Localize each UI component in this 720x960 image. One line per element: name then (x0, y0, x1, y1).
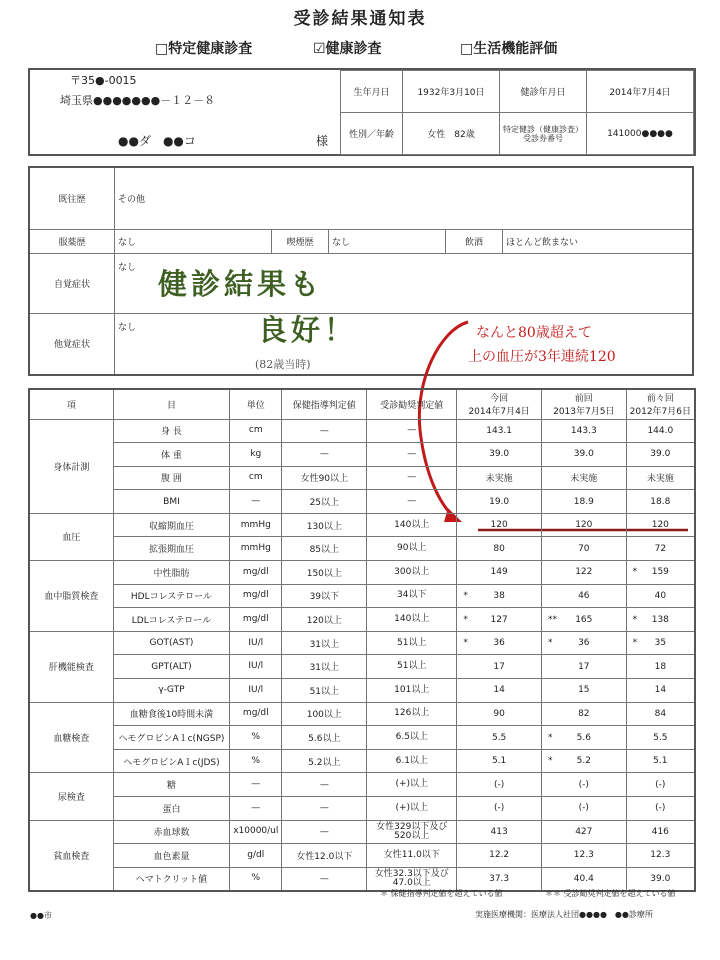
item-name: 蛋白 (113, 797, 229, 821)
value-text: 165 (575, 614, 593, 625)
green-annotation-line1: 健診結果も (158, 267, 324, 301)
recommend-threshold: (+)以上 (367, 797, 457, 821)
item-name: 体 重 (113, 443, 229, 467)
city-name: ●●市 (30, 911, 52, 920)
recommend-threshold: (+)以上 (367, 773, 457, 797)
value-text: 36 (493, 638, 505, 649)
value-text: 18.8 (650, 496, 671, 507)
group-name: 血圧 (29, 513, 113, 560)
value-text: 未実施 (646, 474, 674, 485)
unit: x10000/ul (230, 820, 282, 844)
item-name: 腹 囲 (113, 466, 229, 490)
unit: cm (230, 419, 282, 443)
value-text: 144.0 (647, 425, 674, 436)
past-history-label: 既往歴 (29, 167, 115, 229)
document-title: 受診結果通知表 (293, 9, 427, 29)
item-name: ヘモグロビンA１c(JDS) (113, 749, 229, 773)
header-previous-label: 前回 (574, 394, 593, 405)
legend-recommend: ＊＊ 受診勧奨判定値を超えている値 (545, 889, 676, 898)
value-previous2 (626, 490, 695, 514)
unit: mmHg (230, 513, 282, 537)
value-current (457, 443, 542, 467)
item-name: 血糖食後10時間未満 (113, 702, 229, 726)
value-text: (-) (493, 803, 505, 814)
value-previous2 (626, 726, 695, 750)
unit: g/dl (230, 844, 282, 868)
exam-date-label: 健診年月日 (500, 71, 587, 113)
value-text: 120 (651, 520, 669, 531)
value-text: 84 (654, 708, 667, 719)
value-current (457, 820, 542, 844)
result-row (29, 419, 695, 443)
value-text: 17 (493, 661, 505, 672)
value-current (457, 490, 542, 514)
postal-code: 〒35●-0015 (70, 74, 137, 87)
value-current (457, 797, 542, 821)
header-previous (541, 389, 626, 419)
value-previous (541, 631, 626, 655)
value-previous2 (626, 608, 695, 632)
value-text: 36 (578, 638, 590, 649)
unit: — (230, 797, 282, 821)
value-previous2 (626, 655, 695, 679)
flag-mark: * (547, 732, 553, 743)
header-previous-date: 2013年7月5日 (553, 407, 615, 418)
value-previous2 (626, 702, 695, 726)
unit: % (230, 749, 282, 773)
value-current (457, 561, 542, 585)
value-text: 18 (654, 661, 667, 672)
value-previous2 (626, 844, 695, 868)
value-text: 未実施 (570, 474, 598, 485)
result-row (29, 773, 695, 797)
recommend-threshold: — (367, 443, 457, 467)
value-text: 80 (493, 543, 505, 554)
value-current (457, 513, 542, 537)
group-name: 血中脂質検査 (29, 561, 113, 632)
recommend-threshold: 6.1以上 (367, 749, 457, 773)
value-previous (541, 679, 626, 703)
header-unit: 単位 (230, 389, 282, 419)
green-annotation-note: (82歳当時) (255, 358, 311, 371)
value-previous2 (626, 513, 695, 537)
value-text: 413 (490, 826, 508, 837)
value-text: 12.3 (650, 850, 671, 861)
result-row (29, 797, 695, 821)
guidance-threshold: 39以下 (282, 584, 367, 608)
value-text: (-) (493, 779, 505, 790)
item-name: HDLコレステロール (113, 584, 229, 608)
institution-name: 実施医療機関：医療法人社団●●●● ●●診療所 (475, 910, 653, 919)
value-text: 120 (490, 520, 508, 531)
group-name: 尿検査 (29, 773, 113, 820)
item-name: ヘモグロビンA１c(NGSP) (113, 726, 229, 750)
value-text: 5.2 (576, 756, 591, 767)
flag-mark: ** (547, 614, 557, 625)
value-previous (541, 797, 626, 821)
value-text: 70 (578, 543, 590, 554)
value-previous (541, 608, 626, 632)
flag-mark: * (632, 638, 638, 649)
result-row (29, 726, 695, 750)
guidance-threshold: 女性12.0以下 (282, 844, 367, 868)
value-text: 122 (575, 567, 593, 578)
guidance-threshold: 5.2以上 (282, 749, 367, 773)
value-previous (541, 537, 626, 561)
header-current-date: 2014年7月4日 (468, 407, 530, 418)
value-previous2 (626, 584, 695, 608)
smoking-value: なし (329, 229, 446, 253)
group-name: 貧血検査 (29, 820, 113, 891)
value-text: 39.0 (650, 873, 671, 884)
value-previous (541, 749, 626, 773)
red-annotation-line2: 上の血圧が3年連続120 (468, 349, 616, 365)
item-name: 収縮期血圧 (113, 513, 229, 537)
result-row (29, 608, 695, 632)
value-previous (541, 490, 626, 514)
value-previous (541, 419, 626, 443)
recommend-threshold: 140以上 (367, 513, 457, 537)
value-previous2 (626, 797, 695, 821)
guidance-threshold: 150以上 (282, 561, 367, 585)
result-row (29, 466, 695, 490)
recommend-threshold: — (367, 419, 457, 443)
unit: mg/dl (230, 702, 282, 726)
value-previous2 (626, 749, 695, 773)
header-previous2 (626, 389, 695, 419)
value-previous2 (626, 820, 695, 844)
header-previous2-date: 2012年7月6日 (629, 407, 691, 418)
value-previous2 (626, 537, 695, 561)
recommend-threshold: 6.5以上 (367, 726, 457, 750)
value-text: 127 (490, 614, 508, 625)
item-name: 拡張期血圧 (113, 537, 229, 561)
value-text: 5.1 (653, 756, 668, 767)
red-annotation-line1: なんと80歳超えて (476, 325, 592, 341)
item-name: 身 長 (113, 419, 229, 443)
item-name: 赤血球数 (113, 820, 229, 844)
unit: mg/dl (230, 561, 282, 585)
value-previous2 (626, 419, 695, 443)
unit: mg/dl (230, 584, 282, 608)
value-text: 40.4 (573, 873, 594, 884)
flag-mark: * (632, 567, 638, 578)
value-text: 未実施 (485, 474, 513, 485)
guidance-threshold: — (282, 443, 367, 467)
recommend-threshold: 90以上 (367, 537, 457, 561)
value-current (457, 702, 542, 726)
flag-mark: * (632, 614, 638, 625)
header-previous2-label: 前々回 (646, 394, 674, 405)
value-current (457, 773, 542, 797)
value-text: 12.3 (573, 850, 594, 861)
value-current (457, 537, 542, 561)
value-text: 5.6 (576, 732, 591, 743)
guidance-threshold: — (282, 773, 367, 797)
guidance-threshold: 120以上 (282, 608, 367, 632)
recommend-threshold: 300以上 (367, 561, 457, 585)
flag-mark: * (463, 638, 468, 649)
guidance-threshold: 25以上 (282, 490, 367, 514)
header-guidance: 保健指導判定値 (282, 389, 367, 419)
guidance-threshold: — (282, 419, 367, 443)
value-text: 143.3 (570, 425, 597, 436)
value-text: (-) (655, 779, 666, 790)
result-row (29, 631, 695, 655)
recommend-threshold: 女性32.3以下及び47.0以上 (367, 867, 457, 891)
guidance-threshold: — (282, 820, 367, 844)
value-text: 149 (490, 567, 508, 578)
value-current (457, 844, 542, 868)
guidance-threshold: 130以上 (282, 513, 367, 537)
value-text: 19.0 (489, 496, 510, 507)
value-current (457, 679, 542, 703)
age-value: 82歳 (454, 130, 475, 140)
guidance-threshold: 31以上 (282, 631, 367, 655)
medication-label: 服薬歴 (29, 229, 115, 253)
value-text: 138 (651, 614, 669, 625)
drinking-label: 飲酒 (446, 229, 503, 253)
unit: mmHg (230, 537, 282, 561)
result-row (29, 490, 695, 514)
unit: IU/l (230, 655, 282, 679)
value-text: 143.1 (486, 425, 513, 436)
value-text: 72 (654, 543, 667, 554)
recipient-name: ●●ダ ●●コ (118, 134, 196, 148)
sex-value: 女性 (427, 130, 446, 140)
value-text: 39.0 (489, 449, 510, 460)
recommend-threshold: — (367, 466, 457, 490)
guidance-threshold: — (282, 797, 367, 821)
value-previous (541, 655, 626, 679)
birth-value: 1932年3月10日 (403, 71, 500, 113)
sex-age-label: 性別／年齢 (341, 113, 403, 155)
header-kou: 項 (29, 389, 113, 419)
guidance-threshold: 100以上 (282, 702, 367, 726)
item-name: GOT(AST) (113, 631, 229, 655)
item-name: 中性脂肪 (113, 561, 229, 585)
value-text: 14 (654, 685, 667, 696)
value-text: 90 (493, 708, 505, 719)
unit: — (230, 490, 282, 514)
header-current (457, 389, 542, 419)
value-text: 38 (493, 590, 505, 601)
recommend-threshold: 51以上 (367, 631, 457, 655)
ticket-label: 特定健診（健康診査）受診券番号 (500, 113, 587, 155)
item-name: γ-GTP (113, 679, 229, 703)
value-previous (541, 513, 626, 537)
recommend-threshold: 51以上 (367, 655, 457, 679)
check-life-function: □生活機能評価 (460, 41, 558, 57)
result-row (29, 679, 695, 703)
legend-guidance: ＊ 保健指導判定値を超えている値 (380, 889, 503, 898)
value-current (457, 419, 542, 443)
header-moku: 目 (113, 389, 229, 419)
unit: % (230, 867, 282, 891)
value-previous2 (626, 561, 695, 585)
group-name: 血糖検査 (29, 702, 113, 773)
check-health-exam: ☑健康診査 (313, 41, 382, 57)
unit: IU/l (230, 679, 282, 703)
header-recommend: 受診勧奨判定値 (367, 389, 457, 419)
result-row (29, 702, 695, 726)
value-previous2 (626, 443, 695, 467)
address-line: 埼玉県●●●●●●●－１２－８ (60, 94, 216, 107)
value-text: 39.0 (650, 449, 671, 460)
flag-mark: * (547, 756, 553, 767)
value-current (457, 655, 542, 679)
smoking-label: 喫煙歴 (272, 229, 329, 253)
value-text: 5.1 (491, 756, 507, 767)
unit: — (230, 773, 282, 797)
value-previous (541, 561, 626, 585)
result-row (29, 561, 695, 585)
unit: % (230, 726, 282, 750)
value-text: (-) (578, 803, 589, 814)
flag-mark: * (547, 638, 553, 649)
value-text: 35 (654, 638, 667, 649)
unit: IU/l (230, 631, 282, 655)
value-text: 14 (493, 685, 505, 696)
value-previous (541, 466, 626, 490)
value-text: (-) (655, 803, 666, 814)
item-name: LDLコレステロール (113, 608, 229, 632)
header-current-label: 今回 (490, 394, 509, 405)
result-row (29, 537, 695, 561)
recommend-threshold: 101以上 (367, 679, 457, 703)
value-previous2 (626, 631, 695, 655)
flag-mark: * (463, 614, 468, 625)
results-table (28, 388, 696, 892)
value-previous2 (626, 679, 695, 703)
item-name: 血色素量 (113, 844, 229, 868)
recommend-threshold: 女性329以下及び520以上 (367, 820, 457, 844)
value-text: 12.2 (489, 850, 510, 861)
result-row (29, 749, 695, 773)
recommend-threshold: 126以上 (367, 702, 457, 726)
value-text: (-) (578, 779, 589, 790)
objective-symptoms-label: 他覚症状 (29, 313, 115, 375)
value-previous (541, 773, 626, 797)
unit: mg/dl (230, 608, 282, 632)
value-previous (541, 726, 626, 750)
unit: kg (230, 443, 282, 467)
ticket-value: 141000●●●● (587, 113, 694, 155)
results-body (29, 419, 695, 891)
medication-value: なし (115, 229, 272, 253)
recommend-threshold: 140以上 (367, 608, 457, 632)
guidance-threshold: — (282, 867, 367, 891)
subjective-symptoms-label: 自覚症状 (29, 253, 115, 313)
past-history-value: その他 (115, 167, 694, 229)
value-current (457, 726, 542, 750)
birth-label: 生年月日 (341, 71, 403, 113)
value-text: 17 (578, 661, 590, 672)
value-text: 18.9 (573, 496, 594, 507)
green-annotation-line2: 良好！ (258, 313, 358, 347)
value-text: 37.3 (489, 873, 510, 884)
guidance-threshold: 5.6以上 (282, 726, 367, 750)
honorific: 様 (316, 134, 329, 148)
value-text: 5.5 (491, 732, 507, 743)
item-name: ヘマトクリット値 (113, 867, 229, 891)
value-previous (541, 702, 626, 726)
group-name: 身体計測 (29, 419, 113, 513)
result-row (29, 844, 695, 868)
value-text: 120 (575, 520, 593, 531)
value-previous2 (626, 466, 695, 490)
guidance-threshold: 51以上 (282, 679, 367, 703)
value-text: 39.0 (573, 449, 594, 460)
recommend-threshold: — (367, 490, 457, 514)
value-previous2 (626, 773, 695, 797)
value-text: 416 (651, 826, 669, 837)
item-name: 糖 (113, 773, 229, 797)
guidance-threshold: 31以上 (282, 655, 367, 679)
objective-symptoms-value: なし (115, 313, 694, 375)
unit: cm (230, 466, 282, 490)
result-row (29, 513, 695, 537)
result-row (29, 820, 695, 844)
recommend-threshold: 34以下 (367, 584, 457, 608)
result-row (29, 584, 695, 608)
group-name: 肝機能検査 (29, 631, 113, 702)
value-text: 15 (578, 685, 590, 696)
value-current (457, 608, 542, 632)
guidance-threshold: 85以上 (282, 537, 367, 561)
value-current (457, 749, 542, 773)
drinking-value: ほとんど飲まない (503, 229, 694, 253)
result-row (29, 443, 695, 467)
value-text: 82 (578, 708, 590, 719)
value-previous (541, 584, 626, 608)
value-previous (541, 443, 626, 467)
value-previous (541, 844, 626, 868)
flag-mark: * (463, 590, 468, 601)
value-text: 40 (654, 590, 667, 601)
value-text: 427 (575, 826, 593, 837)
subjective-symptoms-value: なし (115, 253, 694, 313)
value-current (457, 466, 542, 490)
value-text: 159 (651, 567, 669, 578)
check-specific-exam: □特定健康診査 (155, 41, 253, 57)
value-current (457, 584, 542, 608)
item-name: GPT(ALT) (113, 655, 229, 679)
value-previous (541, 820, 626, 844)
recommend-threshold: 女性11.0以下 (367, 844, 457, 868)
guidance-threshold: 女性90以上 (282, 466, 367, 490)
exam-date-value: 2014年7月4日 (587, 71, 694, 113)
item-name: BMI (113, 490, 229, 514)
value-current (457, 631, 542, 655)
result-row (29, 655, 695, 679)
value-text: 46 (578, 590, 590, 601)
value-text: 5.5 (653, 732, 668, 743)
